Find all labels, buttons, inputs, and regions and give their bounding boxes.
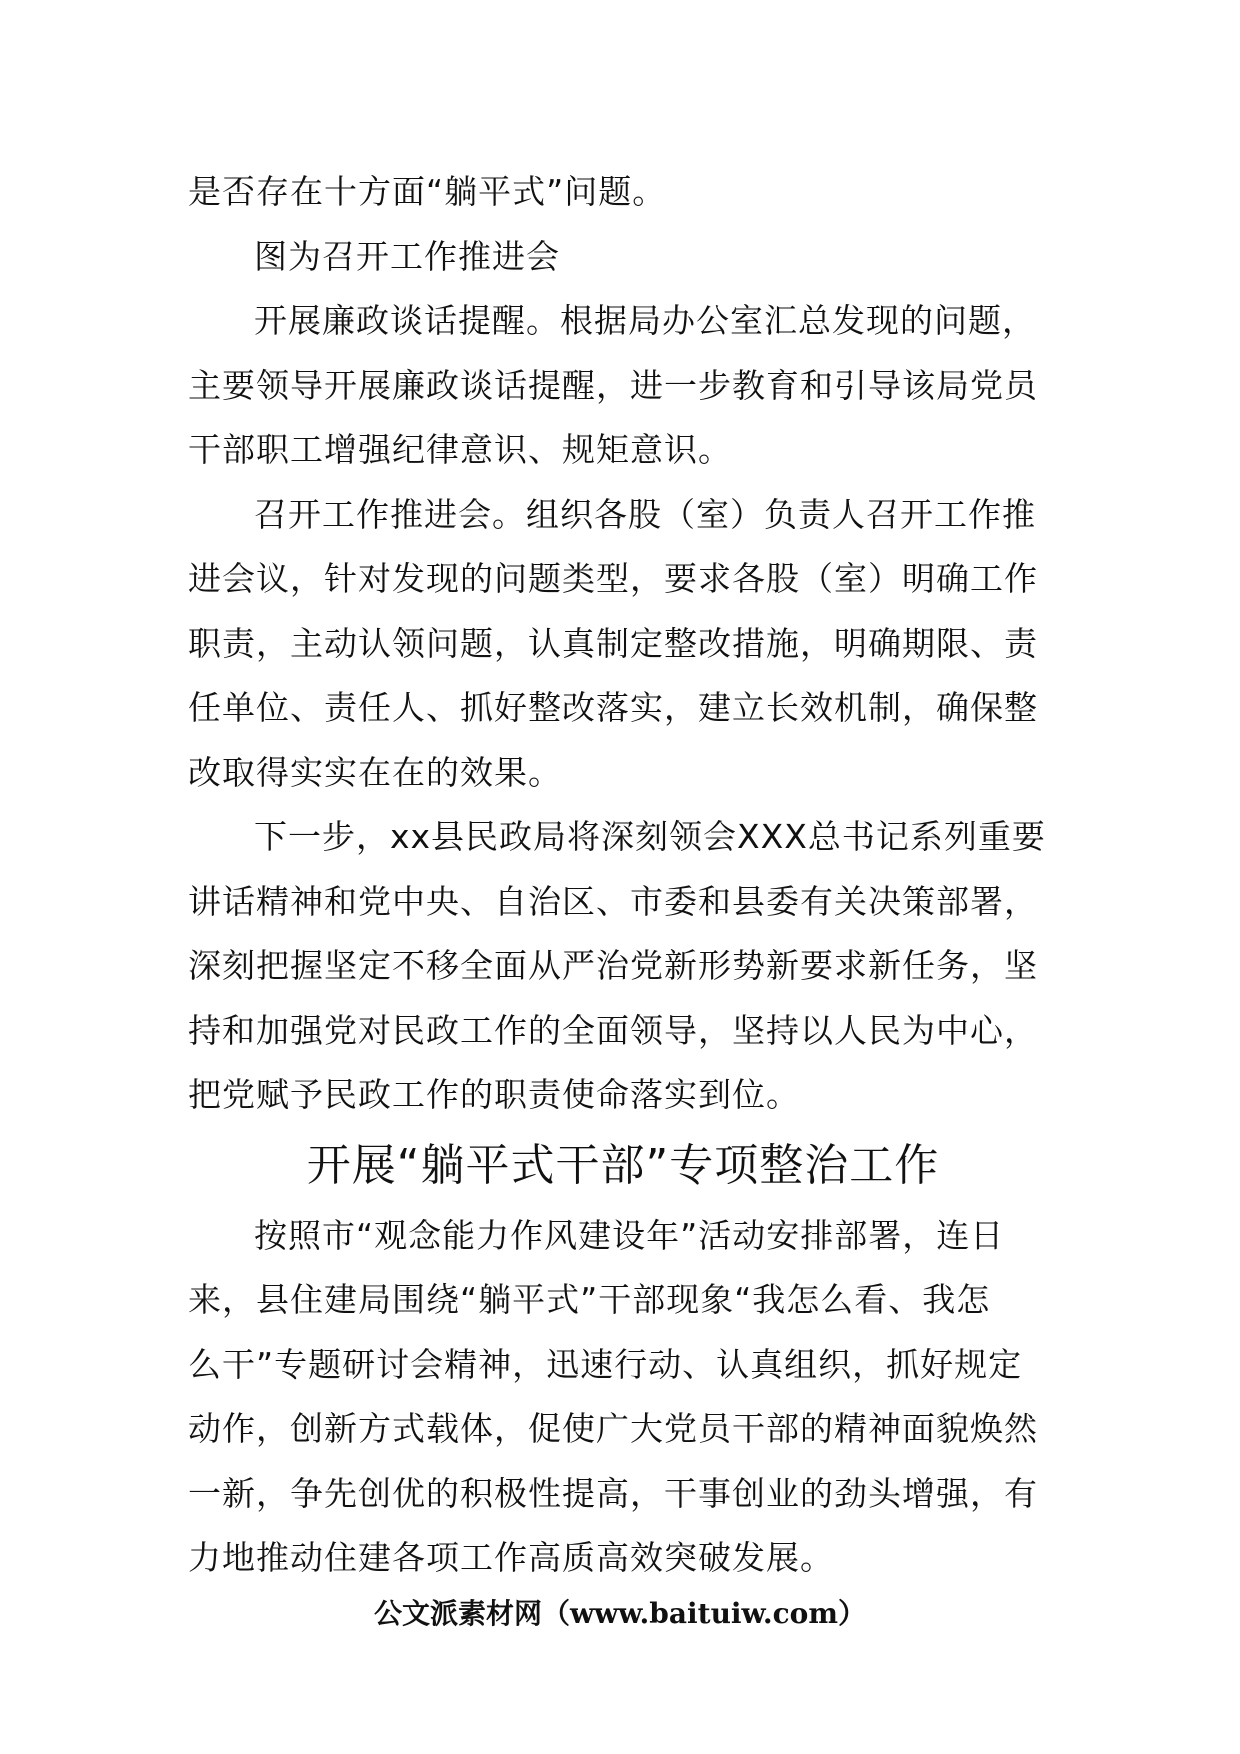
text-line: 任单位、责任人、抓好整改落实，建立长效机制，确保整	[188, 688, 1038, 727]
text-line: 下一步，xx县民政局将深刻领会XXX总书记系列重要	[254, 817, 1046, 856]
text-line: 按照市“观念能力作风建设年”活动安排部署，连日	[254, 1215, 1005, 1255]
text-line: 召开工作推进会。组织各股（室）负责人召开工作推	[254, 494, 1036, 534]
text-line: 力地推动住建各项工作高质高效突破发展。	[188, 1538, 834, 1577]
text-line: 持和加强党对民政工作的全面领导，坚持以人民为中心，	[188, 1010, 1038, 1050]
text-line: 干部职工增强纪律意识、规矩意识。	[188, 430, 732, 469]
text-line: 改取得实实在在的效果。	[188, 752, 562, 792]
text-line: 动作，创新方式载体，促使广大党员干部的精神面貌焕然	[188, 1409, 1038, 1448]
text-line: 把党赋予民政工作的职责使命落实到位。	[188, 1075, 800, 1114]
text-line: 么干”专题研讨会精神，迅速行动、认真组织，抓好规定	[188, 1344, 1023, 1384]
section-heading: 开展“躺平式干部”专项整治工作	[306, 1139, 940, 1191]
footer-watermark: 公文派素材网（www.baituiw.com）	[374, 1597, 866, 1630]
text-line: 图为召开工作推进会	[254, 236, 560, 276]
text-line: 一新，争先创优的积极性提高，干事创业的劲头增强，有	[188, 1473, 1038, 1513]
text-line: 是否存在十方面“躺平式”问题。	[188, 172, 667, 211]
text-line: 进会议，针对发现的问题类型，要求各股（室）明确工作	[188, 559, 1038, 598]
text-line: 深刻把握坚定不移全面从严治党新形势新要求新任务，坚	[188, 946, 1038, 985]
document-body	[188, 160, 1058, 1591]
text-line: 来，县住建局围绕“躺平式”干部现象“我怎么看、我怎	[188, 1280, 991, 1319]
text-line: 职责，主动认领问题，认真制定整改措施，明确期限、责	[188, 623, 1038, 663]
text-line: 讲话精神和党中央、自治区、市委和县委有关决策部署，	[188, 881, 1038, 921]
text-line: 开展廉政谈话提醒。根据局办公室汇总发现的问题，	[254, 301, 1036, 340]
text-line: 主要领导开展廉政谈话提醒，进一步教育和引导该局党员	[188, 365, 1038, 405]
